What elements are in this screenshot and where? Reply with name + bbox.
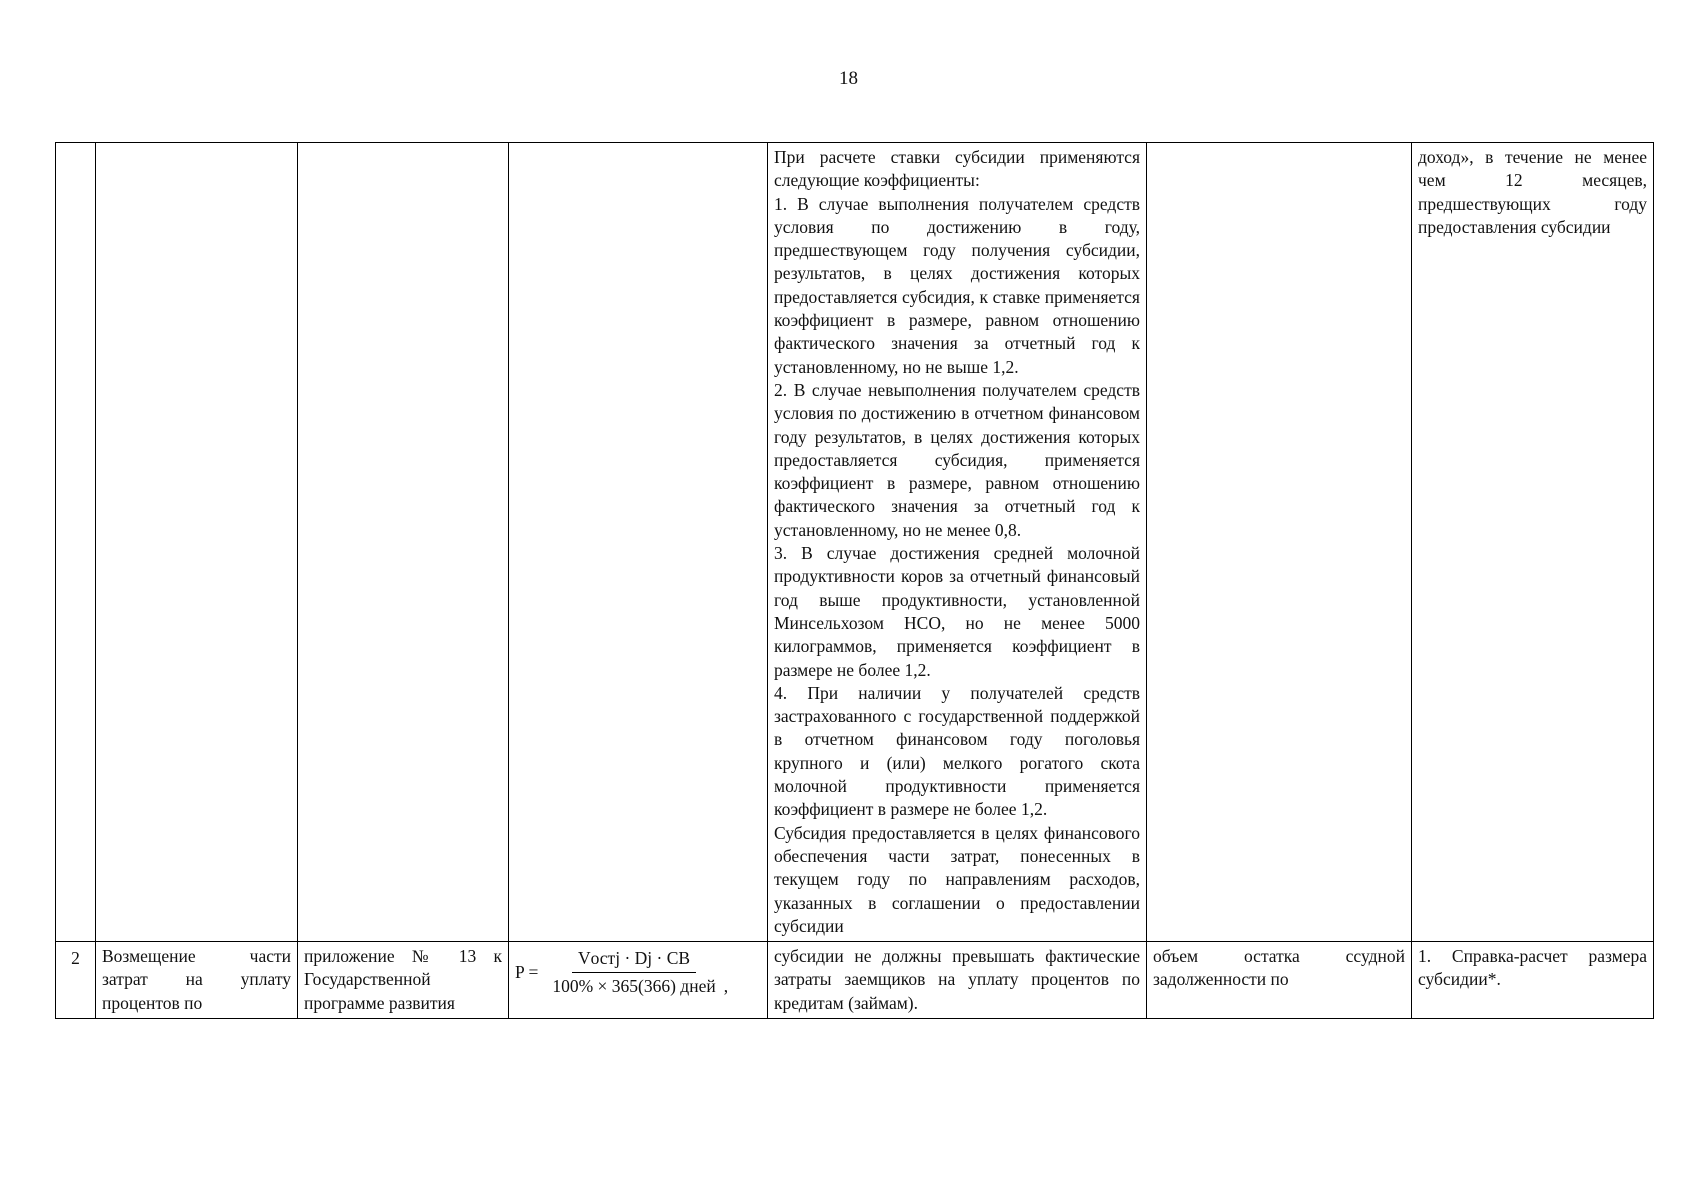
cell-volume: объем остатка ссудной задолженности по — [1147, 942, 1412, 1019]
formula-lhs: P = — [515, 962, 539, 983]
conditions-paragraph: 1. В случае выполнения получателем средств условия по достижению в году, предшествующем году получения субсидии, результатов, в целях достижения которых предоставляется субсидия, к ставке применяется коэффициент в размере, равном отношению фактического значения за отчетный год к установленному, но не выше 1,2. — [774, 193, 1140, 377]
cell-num — [56, 143, 96, 942]
conditions-paragraph: 3. В случае достижения средней молочной продуктивности коров за отчетный финансовый год выше продуктивности, установленной Минсельхозом НСО, но не менее 5000 килограммов, применяется коэффициент в размере не более 1,2. — [774, 543, 1140, 680]
cell-formula — [509, 942, 768, 1019]
subsidy-table — [55, 142, 1654, 1019]
cell-documents: 1. Справка-расчет размера субсидии*. — [1412, 942, 1654, 1019]
conditions-paragraph: 4. При наличии у получателей средств застрахованного с государственной поддержкой в отчетном финансовом году поголовья крупного и (или) мелкого рогатого скота молочной продуктивности применяется коэффициент в размере не более 1,2. — [774, 682, 1140, 820]
conditions-paragraph: Субсидия предоставляется в целях финансового обеспечения части затрат, понесенных в текущем году по направлениям расходов, указанных в соглашении о предоставлении субсидии — [774, 822, 1140, 936]
formula-tail: , — [723, 976, 729, 997]
cell-conditions: субсидии не должны превышать фактические затраты заемщиков на уплату процентов по кредитам (займам). — [768, 942, 1147, 1019]
cell-num: 2 — [56, 942, 96, 1019]
cell-documents: доход», в течение не менее чем 12 месяцев, предшествующих году предоставления субсидии — [1412, 143, 1654, 942]
table-row-2 — [56, 942, 1654, 1019]
page-number: 18 — [839, 68, 858, 89]
cell-formula — [509, 143, 768, 942]
formula-numerator: Vостj · Dj · CB — [572, 947, 696, 973]
cell-basis — [298, 143, 509, 942]
subsidy-formula — [515, 945, 761, 999]
cell-name — [96, 143, 298, 942]
conditions-paragraph: 2. В случае невыполнения получателем средств условия по достижению в отчетном финансовом году результатов, в целях достижения которых предоставляется субсидия, применяется коэффициент в размере, равном отношению фактического значения за отчетный год к установленному, но не менее 0,8. — [774, 379, 1140, 540]
table-row-continuation — [56, 143, 1654, 942]
cell-volume — [1147, 143, 1412, 942]
formula-denominator: 100% × 365(366) дней — [552, 976, 716, 997]
formula-fraction — [546, 947, 721, 999]
cell-name: Возмещение части затрат на уплату процентов по — [96, 942, 298, 1019]
cell-basis: приложение № 13 к Государственной программе развития — [298, 942, 509, 1019]
cell-conditions — [768, 143, 1147, 942]
conditions-paragraph: При расчете ставки субсидии применяются следующие коэффициенты: — [774, 147, 1140, 191]
